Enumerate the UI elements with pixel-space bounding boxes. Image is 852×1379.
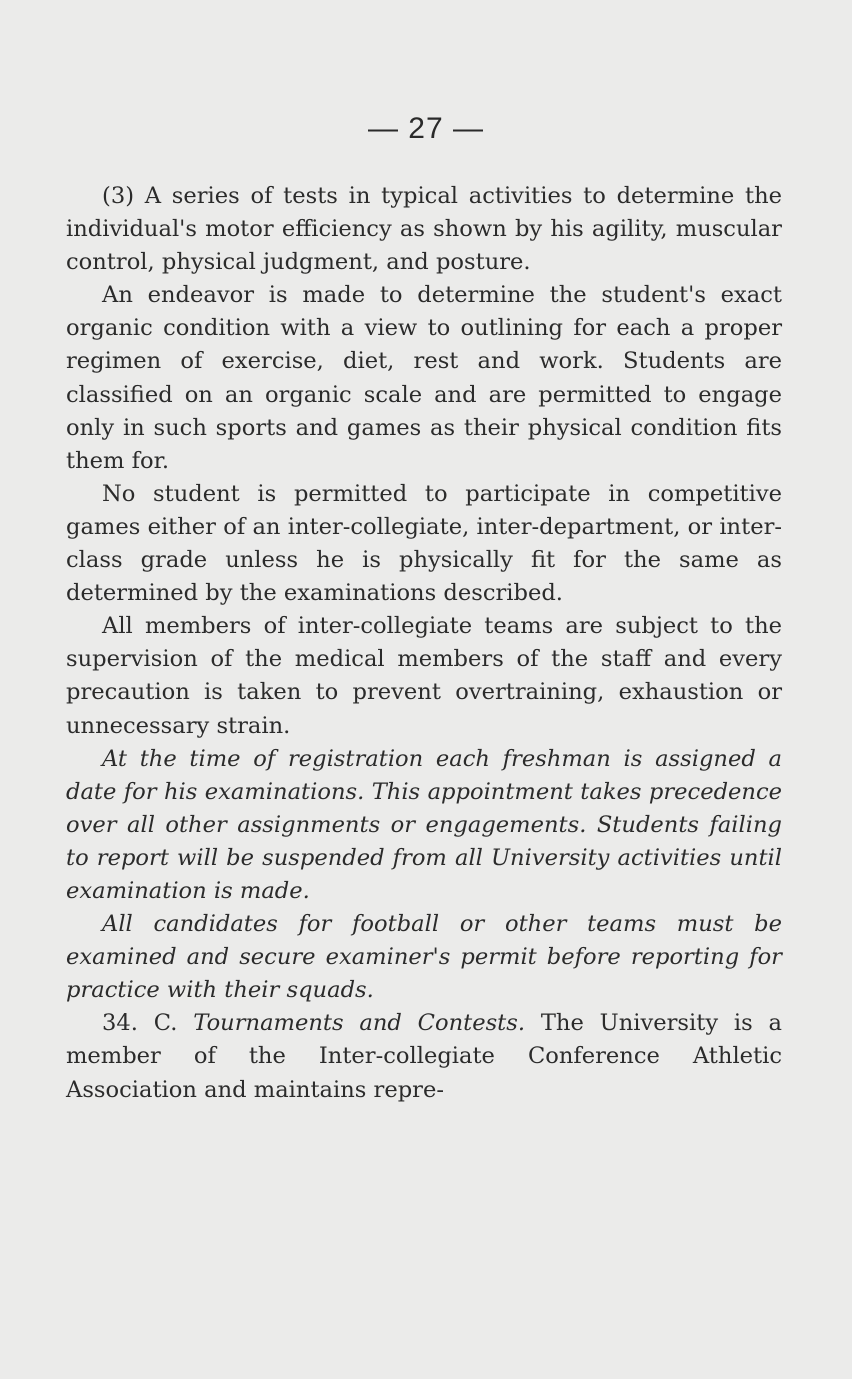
paragraph-organic-condition: An endeavor is made to determine the student's exact organic condition with a view to outlining for each a proper regimen of exercise, diet, rest and work. Students are classified on an organic scale and are permitted to engage only in such sports and games as their physical condition fits them for. [66,282,782,474]
paragraph-freshman-examination: At the time of registration each freshman is assigned a date for his examinations. This appointment takes precedence over all other assignments or engagements. Students failing to report will be suspended from all University activities until examination is made. [66,745,782,904]
section-number: 34. C. [102,1010,178,1037]
paragraph-team-candidates: All candidates for football or other teams must be examined and secure examiner's permit before reporting for practice with their squads. [66,911,782,1004]
paragraph-team-supervision: All members of inter-collegiate teams are subject to the supervision of the medical members of the staff and every precaution is taken to prevent overtraining, exhaustion or unnecessary strain. [66,613,782,739]
section-heading: Tournaments and Contests. [193,1010,526,1037]
paragraph-competitive-games: No student is permitted to participate in competitive games either of an inter-collegiate, inter-department, or inter-class grade unless he is physically fit for the same as determined by the examinations described. [66,480,782,607]
body-text [66,180,782,1107]
page-number: — 27 — [367,112,485,145]
paragraph-motor-tests: (3) A series of tests in typical activities to determine the individual's motor efficiency as shown by his agility, muscular control, physical judgment, and posture. [66,183,782,276]
section-text: The University is a member of the Inter-collegiate Conference Athletic Association and maintains repre- [66,1010,783,1103]
paragraph-tournaments [66,1007,782,1106]
